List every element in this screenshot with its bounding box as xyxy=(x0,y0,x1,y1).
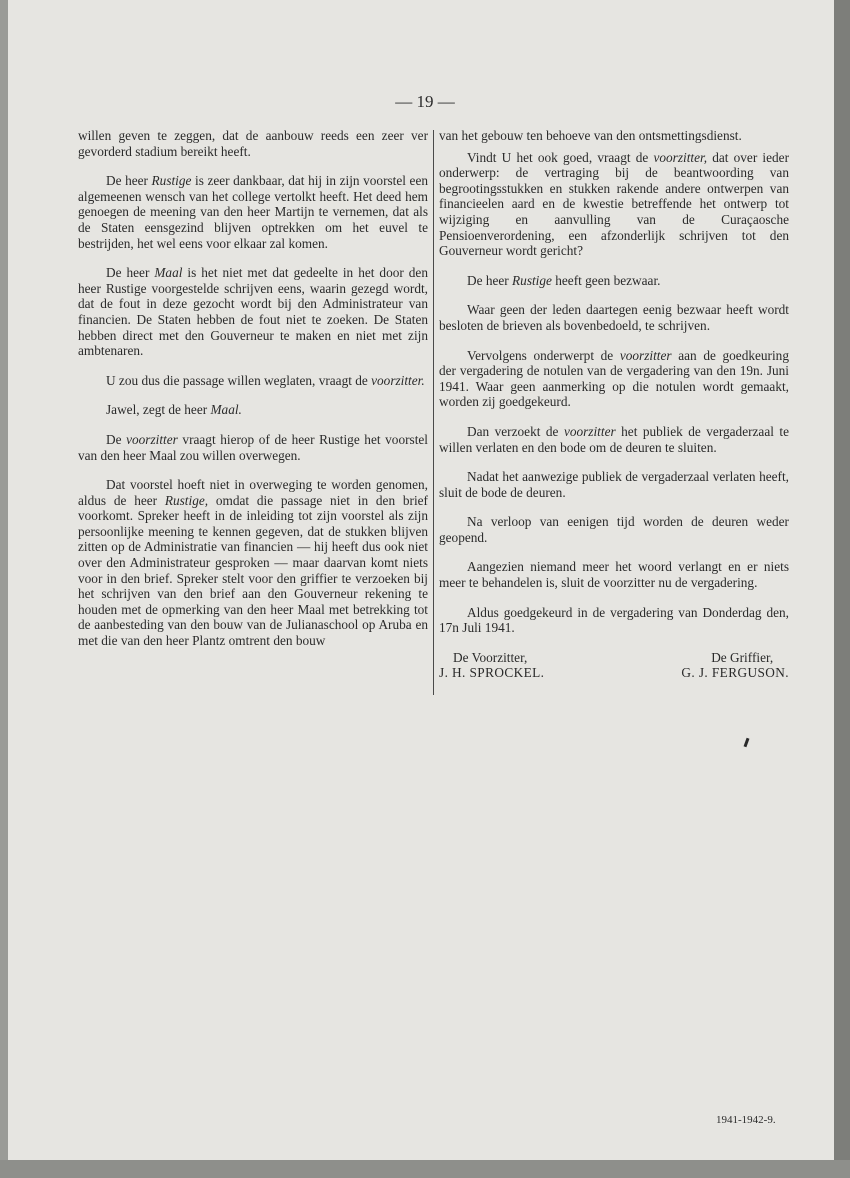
left-column xyxy=(78,128,428,663)
signature-label: De Griffier, xyxy=(711,649,774,665)
signature-name: J. H. SPROCKEL. xyxy=(439,665,545,681)
paragraph: van het gebouw ten behoeve van den ontsmettingsdienst. xyxy=(439,128,742,143)
page-number: — 19 — xyxy=(395,92,455,111)
paragraph: De heer Rustige heeft geen bezwaar. xyxy=(467,272,661,288)
right-column xyxy=(439,128,789,681)
paragraph: Dan verzoekt de voorzitter het publiek de vergaderzaal te willen verlaten en den bode om de deuren te sluiten. xyxy=(439,423,790,455)
signature-label: De Voorzitter, xyxy=(453,649,528,665)
signature-clerk xyxy=(681,650,789,681)
scan-edge-right xyxy=(834,0,850,1178)
paragraph: U zou dus die passage willen weglaten, vraagt de voorzitter. xyxy=(106,372,425,388)
paragraph: Nadat het aanwezige publiek de vergaderzaal verlaten heeft, sluit de bode de deuren. xyxy=(439,469,789,500)
paragraph: Aangezien niemand meer het woord verlangt en er niets meer te behandelen is, sluit de voorzitter nu de vergadering. xyxy=(439,559,789,591)
paragraph: De heer Rustige is zeer dankbaar, dat hij in zijn voorstel een algemeenen wensch van het college vertolkt heeft. Het deed hem genoegen de meening van den heer Martijn te vernemen, dat als de Staten eensgezind blijven optrekken om het euvel te bestrijden, het wel eens voor elkaar zal komen. xyxy=(78,173,428,251)
scan-edge-bottom xyxy=(0,1160,850,1178)
footer-code: 1941-1942-9. xyxy=(716,1114,776,1126)
paragraph: Jawel, zegt de heer Maal. xyxy=(106,402,242,418)
paragraph: willen geven te zeggen, dat de aanbouw reeds een zeer ver gevorderd stadium bereikt heeft. xyxy=(78,128,428,159)
signature-name: G. J. FERGUSON. xyxy=(681,665,789,681)
signature-chairman xyxy=(439,650,544,681)
paragraph: De voorzitter vraagt hierop of de heer Rustige het voorstel van den heer Maal zou willen overwegen. xyxy=(78,431,428,463)
paragraph: De heer Maal is het niet met dat gedeelte in het door den heer Rustige voorgestelde schrijven eens, waarin gezegd wordt, dat de fout in deze gezocht wordt bij den Administrateur van financien. De Staten hebben de fout niet te zoeken. De Staten hebben direct met den Gouverneur te maken en niet met zijn ambtenaren. xyxy=(78,265,428,359)
paragraph: Na verloop van eenigen tijd worden de deuren weder geopend. xyxy=(439,514,789,545)
paragraph: Vindt U het ook goed, vraagt de voorzitter, dat over ieder onderwerp: de vertraging bij de beantwoording van begrootingsstukken en stukken rakende andere ontwerpen van financieelen aard en de kwestie betreffende het ontwerp tot wijziging en aanvulling van de Curaçaosche Pensioenverordening, een afzonderlijk schrijven tot den Gouverneur wordt gericht? xyxy=(439,149,790,259)
paragraph: Waar geen der leden daartegen eenig bezwaar heeft wordt besloten de brieven als bovenbedoeld, te schrijven. xyxy=(439,302,789,333)
signatures xyxy=(439,650,789,681)
paragraph: Aldus goedgekeurd in de vergadering van Donderdag den, 17n Juli 1941. xyxy=(439,604,789,636)
paragraph: Dat voorstel hoeft niet in overweging te worden genomen, aldus de heer Rustige, omdat die passage niet in den brief voorkomt. Spreker heeft in de inleiding tot zijn voorstel als zijn persoonlijke meening te kennen gegeven, dat de stukken blijven zitten op de Administratie van financien — hij heeft dus ook niet over den Administrateur gesproken — maar daarvan komt niets voor in den brief. Spreker stelt voor den griffier te verzoeken bij het schrijven van den brief aan den Gouverneur rekening te houden met de opmerking van den heer Maal met betrekking tot de aanbesteding van den bouw van de Julianaschool op Aruba en met die van den heer Plantz omtrent den bouw xyxy=(78,477,428,649)
paragraph: Vervolgens onderwerpt de voorzitter aan de goedkeuring der vergadering de notulen van de vergadering van den 19n. Juni 1941. Waar geen aanmerking op die notulen wordt gemaakt, worden zij goedgekeurd. xyxy=(439,347,789,410)
column-divider xyxy=(433,130,434,695)
